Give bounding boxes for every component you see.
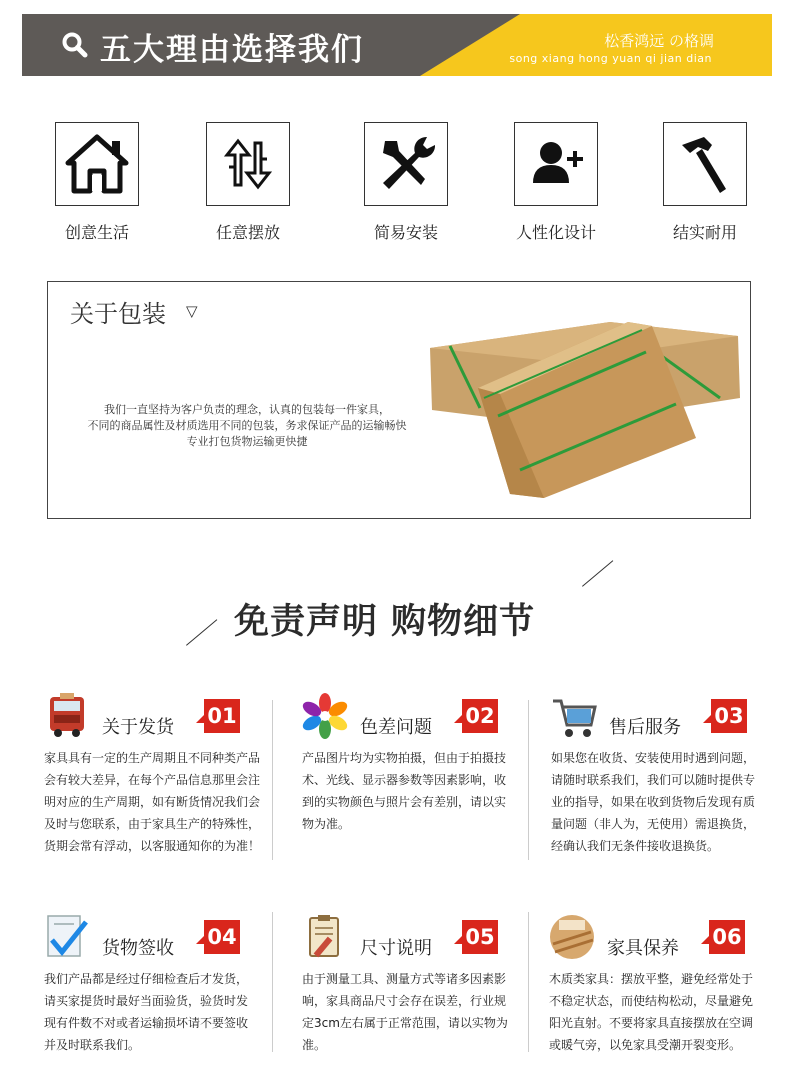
card-number: 02 — [462, 699, 498, 733]
card-number: 05 — [462, 920, 498, 954]
packing-title: 关于包装 — [70, 300, 166, 328]
checkmark-document-icon — [44, 914, 90, 960]
info-card — [44, 914, 276, 1064]
feature-label: 创意生活 — [64, 223, 129, 242]
card-text: 产品图片均为实物拍摄，但由于拍摄技术、光线、显示器参数等因素影响，收到的实物颜色与照片会有差别，请以实物为准。 — [302, 751, 507, 831]
card-title: 货物签收 — [102, 938, 174, 959]
chevron-down-icon: ▽ — [186, 302, 198, 320]
color-wheel-icon — [302, 693, 348, 739]
clipboard-ruler-icon — [302, 914, 348, 960]
banner-subtitle: 松香鸿远 の格调 — [604, 32, 714, 50]
shopping-cart-icon — [551, 693, 597, 739]
info-card — [302, 914, 534, 1064]
feature-item — [514, 122, 598, 242]
banner-pinyin: song xiang hong yuan qi jian dian — [509, 52, 712, 65]
packing-line: 我们一直坚持为客户负责的理念，认真的包装每一件家具， — [104, 403, 390, 416]
cardboard-box-image — [420, 318, 746, 500]
packing-line: 专业打包货物运输更快捷 — [186, 435, 308, 448]
feature-item — [206, 122, 290, 242]
feature-item — [364, 122, 448, 242]
feature-label: 任意摆放 — [215, 223, 280, 242]
packing-line: 不同的商品属性及材质选用不同的包装，务求保证产品的运输畅快 — [87, 419, 407, 432]
card-title: 色差问题 — [360, 717, 432, 738]
search-icon — [62, 32, 88, 58]
card-text: 如果您在收货、安装使用时遇到问题，请随时联系我们，我们可以随时提供专业的指导，如果在收到货物后发现有质量问题（非人为，无使用）需退换货，经确认我们无条件接收退换货。 — [551, 751, 756, 853]
house-icon — [55, 122, 139, 206]
user-plus-icon — [514, 122, 598, 206]
section-title: 免责声明 购物细节 — [234, 602, 536, 642]
feature-item — [663, 122, 747, 242]
feature-label: 简易安装 — [373, 223, 438, 242]
banner-yellow-stripe — [420, 14, 772, 76]
swap-arrows-icon — [206, 122, 290, 206]
card-title: 尺寸说明 — [360, 938, 432, 959]
divider-line — [186, 619, 217, 645]
card-number: 03 — [711, 699, 747, 733]
card-text: 家具具有一定的生产周期且不同种类产品会有较大差异，在每个产品信息那里会注明对应的生产周期，如有断货情况我们会及时与您联系，由于家具生产的特殊性，货期会常有浮动，以客服通知你的为准！ — [44, 751, 261, 853]
info-card — [551, 693, 783, 883]
card-text: 由于测量工具、测量方式等诸多因素影响，家具商品尺寸会存在误差，行业规定3cm左右属于正常范围，请以实物为准。 — [302, 972, 508, 1052]
card-title: 售后服务 — [609, 717, 681, 738]
card-text: 我们产品都是经过仔细检查后才发货，请买家提货时最好当面验货，验货时发现有件数不对或者运输损坏请不要签收并及时联系我们。 — [44, 972, 249, 1052]
packing-description — [68, 402, 426, 450]
info-card — [44, 693, 276, 883]
hammer-icon — [663, 122, 747, 206]
feature-label: 人性化设计 — [515, 223, 596, 242]
banner-title: 五大理由选择我们 — [100, 32, 364, 68]
tools-icon — [364, 122, 448, 206]
banner — [22, 14, 772, 76]
feature-label: 结实耐用 — [672, 223, 737, 242]
card-number: 04 — [204, 920, 240, 954]
info-card — [302, 693, 534, 883]
feature-item — [55, 122, 139, 242]
card-number: 06 — [709, 920, 745, 954]
wood-floor-icon — [549, 914, 595, 960]
divider-line — [582, 560, 613, 586]
truck-icon — [44, 693, 90, 739]
card-number: 01 — [204, 699, 240, 733]
card-title: 关于发货 — [102, 717, 174, 738]
card-text: 木质类家具：摆放平整，避免经常处于不稳定状态，而使结构松动，尽量避免阳光直射。不要将家具直接摆放在空调或暖气旁，以免家具受潮开裂变形。 — [549, 972, 754, 1052]
card-title: 家具保养 — [607, 938, 679, 959]
info-card — [549, 914, 781, 1064]
